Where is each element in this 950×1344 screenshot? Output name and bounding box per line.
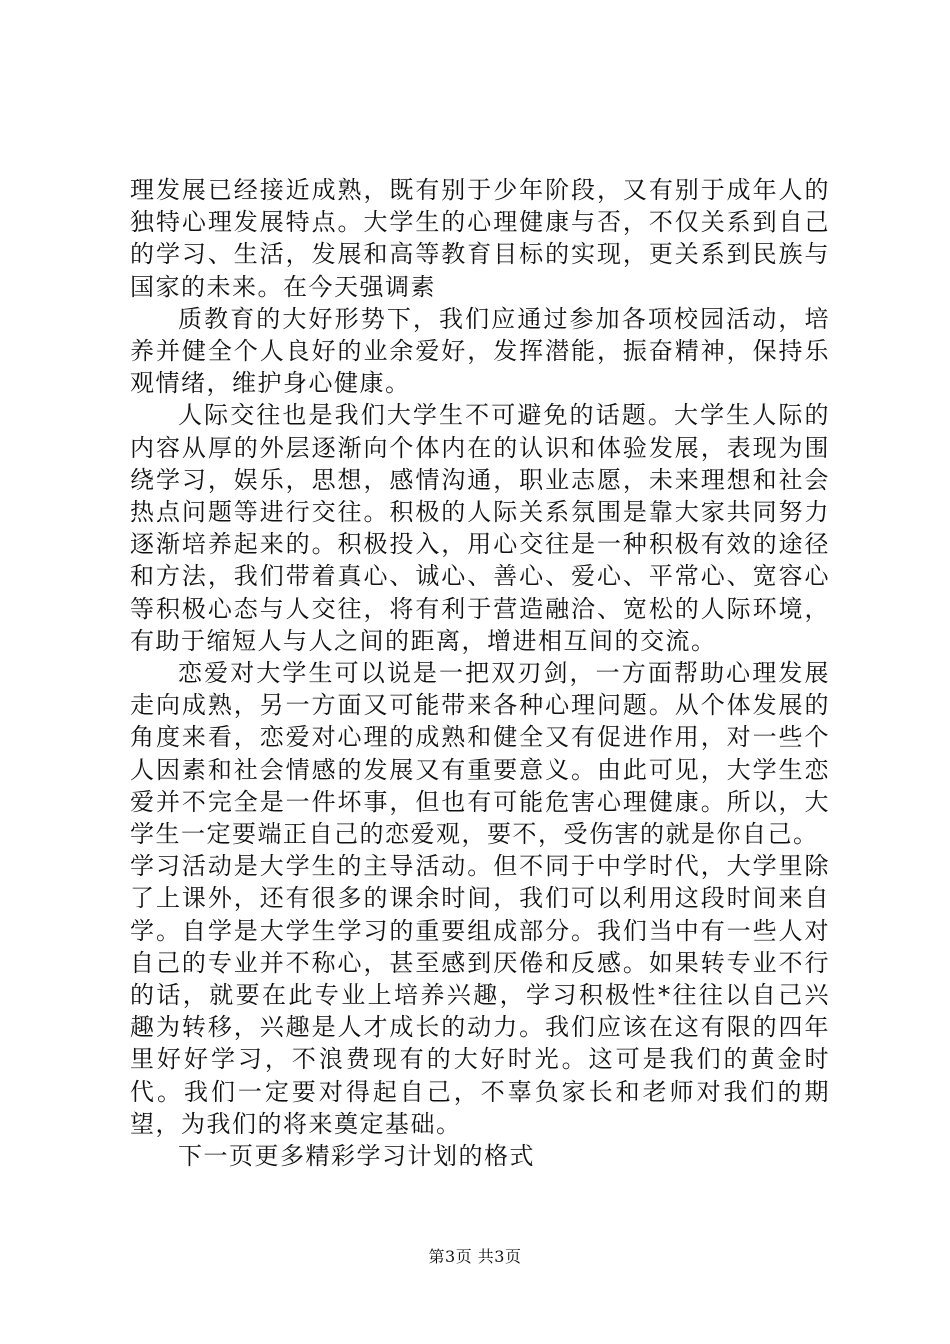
paragraph-1: 理发展已经接近成熟，既有别于少年阶段，又有别于成年人的独特心理发展特点。大学生的心理健康与否，不仅关系到自己的学习、生活，发展和高等教育目标的实现，更关系到民族与国家的未来。在今天强调素 (130, 176, 830, 301)
paragraph-2: 质教育的大好形势下，我们应通过参加各项校园活动，培养并健全个人良好的业余爱好，发挥潜能，振奋精神，保持乐观情绪，维护身心健康。 (130, 304, 830, 398)
paragraph-3: 人际交往也是我们大学生不可避免的话题。大学生人际的内容从厚的外层逐渐向个体内在的认识和体验发展，表现为围绕学习，娱乐，思想，感情沟通，职业志愿，未来理想和社会热点问题等进行交往。积极的人际关系氛围是靠大家共同努力逐渐培养起来的。积极投入，用心交往是一种积极有效的途径和方法，我们带着真心、诚心、善心、爱心、平常心、宽容心等积极心态与人交往，将有利于营造融洽、宽松的人际环境，有助于缩短人与人之间的距离，增进相互间的交流。 (130, 401, 830, 655)
paragraph-5: 学习活动是大学生的主导活动。但不同于中学时代，大学里除了上课外，还有很多的课余时间，我们可以利用这段时间来自学。自学是大学生学习的重要组成部分。我们当中有一些人对自己的专业并不称心，甚至感到厌倦和反感。如果转专业不行的话，就要在此专业上培养兴趣，学习积极性*往往以自己兴趣为转移，兴趣是人才成长的动力。我们应该在这有限的四年里好好学习，不浪费现有的大好时光。这可是我们的黄金时代。我们一定要对得起自己，不辜负家长和老师对我们的期望，为我们的将来奠定基础。 (130, 852, 830, 1138)
paragraph-4: 恋爱对大学生可以说是一把双刃剑，一方面帮助心理发展走向成熟，另一方面又可能带来各种心理问题。从个体发展的角度来看，恋爱对心理的成熟和健全又有促进作用，对一些个人因素和社会情感的发展又有重要意义。由此可见，大学生恋爱并不完全是一件坏事，但也有可能危害心理健康。所以，大学生一定要端正自己的恋爱观，要不，受伤害的就是你自己。 (130, 659, 830, 849)
page-number-footer: 第3页 共3页 (428, 1247, 522, 1266)
document-body (130, 174, 830, 1172)
next-page-link-text: 下一页更多精彩学习计划的格式 (178, 1142, 535, 1171)
